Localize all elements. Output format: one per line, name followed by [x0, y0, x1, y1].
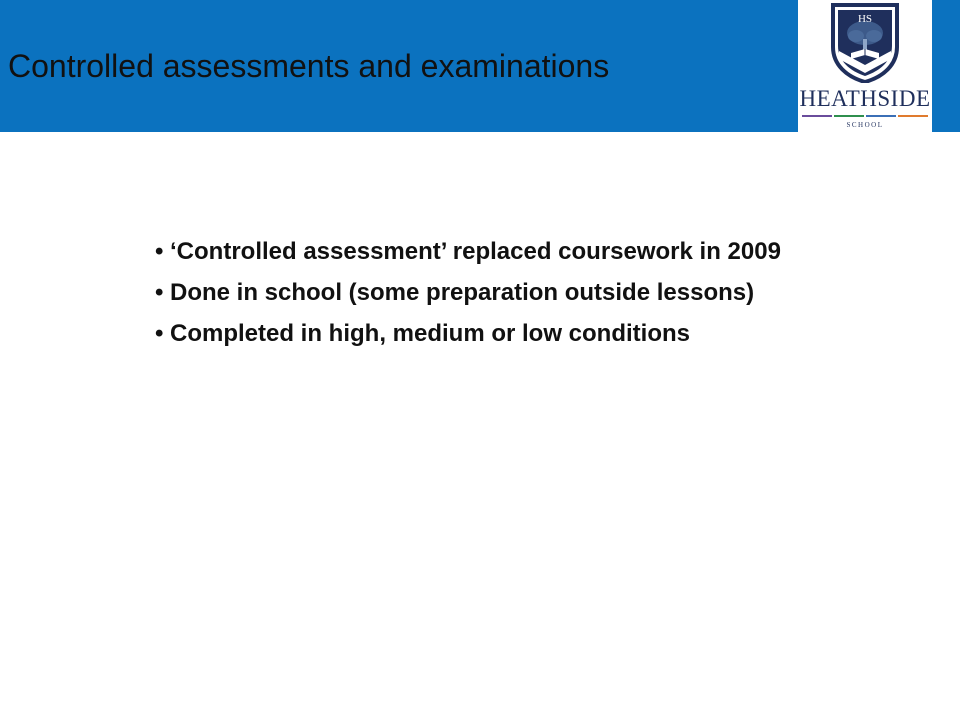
bullet-list — [150, 236, 830, 359]
logo-stripe-blue — [866, 115, 896, 117]
slide-title: Controlled assessments and examinations — [8, 48, 610, 84]
bullet-text: Completed in high, medium or low conditions — [170, 320, 690, 347]
bullet-item — [150, 236, 830, 267]
bullet-text: Done in school (some preparation outside lessons) — [170, 279, 755, 306]
bullet-text: ‘Controlled assessment’ replaced coursework in 2009 — [170, 238, 781, 265]
svg-text:HS: HS — [857, 13, 873, 25]
bullet-item — [150, 318, 830, 349]
logo-color-stripes — [802, 115, 928, 118]
logo-wordmark: HEATHSIDE — [799, 86, 931, 111]
bullet-dot-icon: • — [155, 238, 164, 265]
logo-subtitle: SCHOOL — [846, 121, 884, 129]
bullet-item — [150, 277, 830, 308]
logo-stripe-purple — [802, 115, 832, 117]
logo-stripe-orange — [898, 115, 928, 117]
crest-icon — [831, 3, 899, 83]
bullet-dot-icon: • — [155, 320, 164, 347]
school-logo — [798, 0, 932, 132]
logo-stripe-green — [834, 115, 864, 117]
bullet-dot-icon: • — [155, 279, 164, 306]
